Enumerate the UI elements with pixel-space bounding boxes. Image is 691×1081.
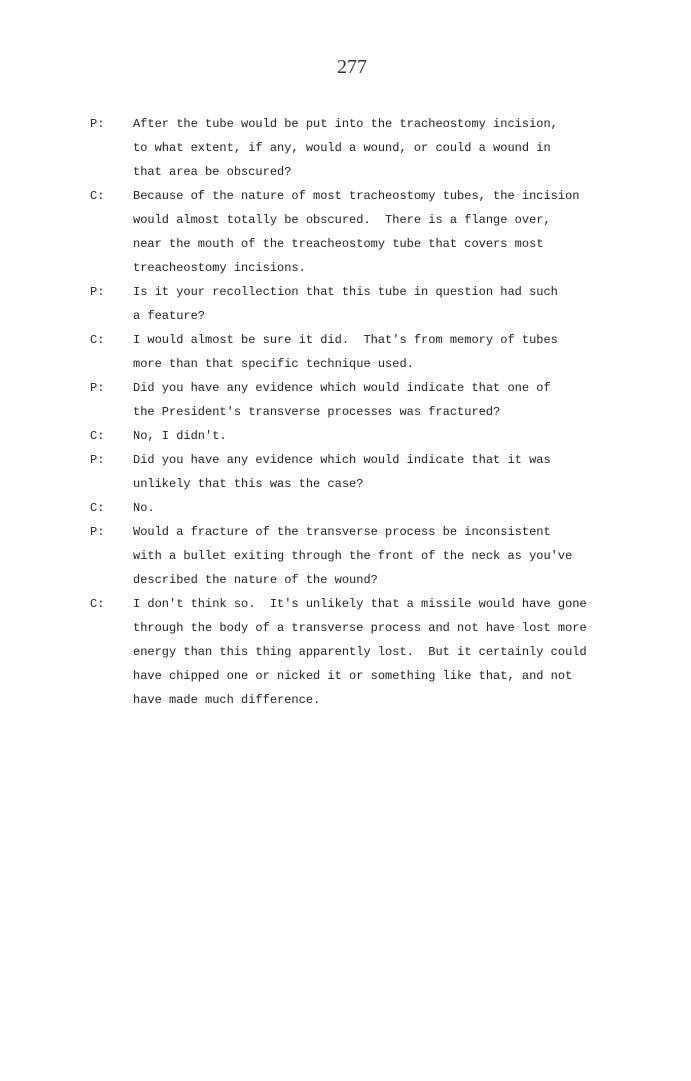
- transcript-entry: [90, 112, 587, 184]
- entry-text: [133, 376, 551, 424]
- text-line: energy than this thing apparently lost. But it certainly could: [133, 645, 587, 659]
- text-line: have made much difference.: [133, 693, 321, 707]
- transcript-entry: [90, 184, 587, 280]
- entry-text: [133, 280, 558, 328]
- entry-text: [133, 112, 558, 184]
- text-line: a feature?: [133, 309, 206, 323]
- transcript-entry: [90, 328, 587, 376]
- text-line: Did you have any evidence which would indicate that it was: [133, 453, 551, 467]
- entry-text: [133, 592, 587, 712]
- speaker-label: C:: [90, 333, 105, 347]
- entry-text: [133, 184, 579, 280]
- text-line: unlikely that this was the case?: [133, 477, 364, 491]
- entry-text: [133, 448, 551, 496]
- text-line: No.: [133, 501, 155, 515]
- text-line: No, I didn't.: [133, 429, 227, 443]
- text-line: through the body of a transverse process and not have lost more: [133, 621, 587, 635]
- text-line: I would almost be sure it did. That's from memory of tubes: [133, 333, 558, 347]
- entry-text: [133, 496, 155, 520]
- speaker-label: C:: [90, 429, 105, 443]
- text-line: that area be obscured?: [133, 165, 292, 179]
- text-line: Is it your recollection that this tube in question had such: [133, 285, 558, 299]
- transcript-entry: [90, 496, 587, 520]
- transcript-entry: [90, 520, 587, 592]
- text-line: After the tube would be put into the tracheostomy incision,: [133, 117, 558, 131]
- text-line: I don't think so. It's unlikely that a missile would have gone: [133, 597, 587, 611]
- speaker-label: C:: [90, 597, 105, 611]
- text-line: the President's transverse processes was fractured?: [133, 405, 501, 419]
- entry-text: [133, 328, 558, 376]
- text-line: more than that specific technique used.: [133, 357, 414, 371]
- speaker-label: P:: [90, 453, 105, 467]
- text-line: would almost totally be obscured. There is a flange over,: [133, 213, 551, 227]
- transcript-entry: [90, 280, 587, 328]
- text-line: Because of the nature of most tracheostomy tubes, the incision: [133, 189, 580, 203]
- speaker-label: P:: [90, 381, 105, 395]
- transcript-entry: [90, 424, 587, 448]
- entry-text: [133, 520, 572, 592]
- speaker-label: P:: [90, 117, 105, 131]
- text-line: Did you have any evidence which would indicate that one of: [133, 381, 551, 395]
- text-line: to what extent, if any, would a wound, or could a wound in: [133, 141, 551, 155]
- transcript-entry: [90, 376, 587, 424]
- text-line: Would a fracture of the transverse process be inconsistent: [133, 525, 551, 539]
- text-line: near the mouth of the treacheostomy tube that covers most: [133, 237, 544, 251]
- page-number: 277: [337, 56, 367, 78]
- transcript-entry: [90, 592, 587, 712]
- entry-text: [133, 424, 227, 448]
- transcript: [90, 112, 587, 712]
- speaker-label: P:: [90, 285, 105, 299]
- text-line: with a bullet exiting through the front of the neck as you've: [133, 549, 573, 563]
- transcript-entry: [90, 448, 587, 496]
- speaker-label: C:: [90, 189, 105, 203]
- text-line: described the nature of the wound?: [133, 573, 378, 587]
- speaker-label: C:: [90, 501, 105, 515]
- text-line: treacheostomy incisions.: [133, 261, 306, 275]
- speaker-label: P:: [90, 525, 105, 539]
- text-line: have chipped one or nicked it or something like that, and not: [133, 669, 573, 683]
